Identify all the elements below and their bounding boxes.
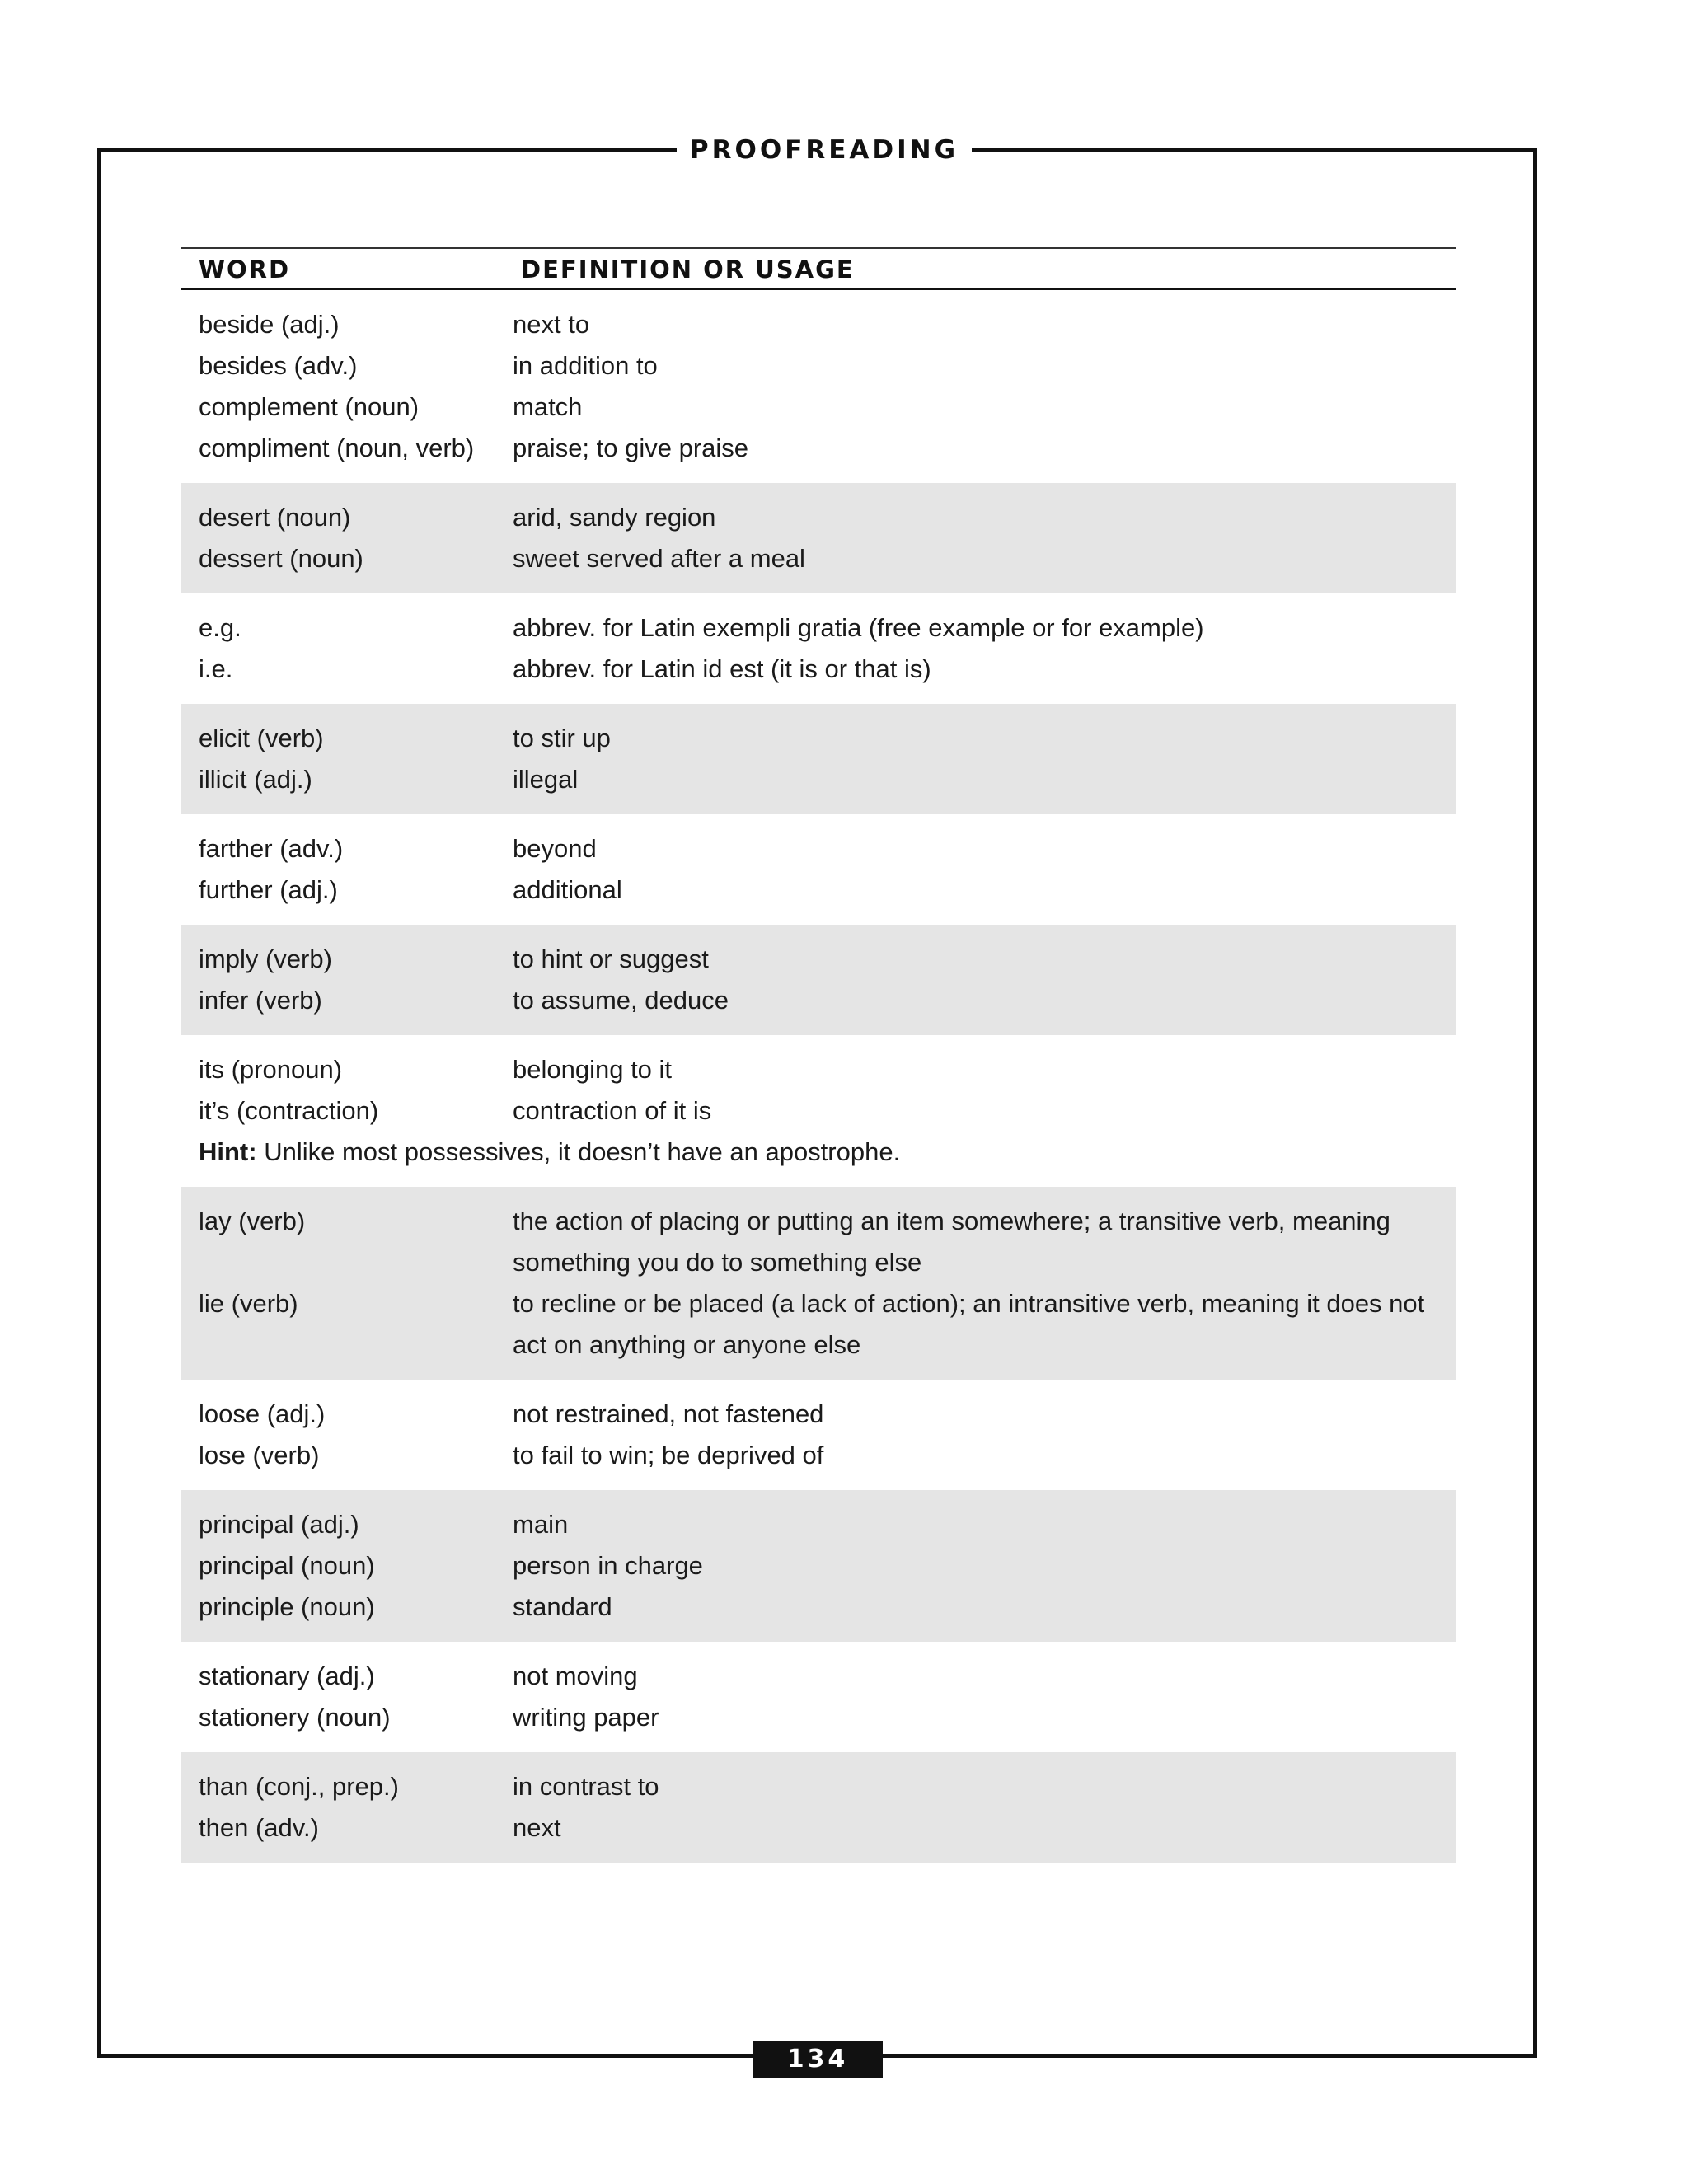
column-header-word: WORD — [199, 255, 291, 284]
entry-group — [181, 1187, 1456, 1380]
table-row — [181, 497, 1456, 538]
word-cell: principal (adj.) — [199, 1510, 359, 1539]
word-cell: complement (noun) — [199, 392, 420, 421]
table-row — [181, 387, 1456, 428]
word-cell: stationary (adj.) — [199, 1661, 375, 1690]
word-cell: then (adv.) — [199, 1813, 319, 1842]
word-cell: illicit (adj.) — [199, 765, 312, 794]
table-row — [181, 980, 1456, 1021]
page-number: 134 — [753, 2041, 883, 2078]
definition-cell: in addition to — [513, 351, 658, 380]
definition-cell: to assume, deduce — [513, 986, 729, 1015]
definition-cell: sweet served after a meal — [513, 544, 805, 573]
definition-cell: not restrained, not fastened — [513, 1399, 824, 1428]
table-row — [181, 1807, 1456, 1849]
definition-cell: to recline or be placed (a lack of action); an intransitive verb, meaning it does not act on anything or anyone else — [513, 1289, 1425, 1359]
entry-group — [181, 1035, 1456, 1187]
definition-cell: additional — [513, 875, 622, 904]
definition-cell: to hint or suggest — [513, 944, 709, 973]
table-row — [181, 1656, 1456, 1697]
word-usage-table — [181, 247, 1456, 1863]
word-cell: loose (adj.) — [199, 1399, 326, 1428]
column-header-definition: DEFINITION OR USAGE — [521, 255, 855, 284]
table-row — [181, 304, 1456, 345]
entry-group — [181, 1752, 1456, 1863]
table-row — [181, 1394, 1456, 1435]
table-row — [181, 759, 1456, 800]
table-row — [181, 1766, 1456, 1807]
table-row — [181, 1283, 1456, 1366]
definition-cell: illegal — [513, 765, 579, 794]
entry-group — [181, 593, 1456, 704]
word-cell: infer (verb) — [199, 986, 322, 1015]
hint-note — [181, 1132, 1456, 1173]
table-row — [181, 538, 1456, 579]
entry-group — [181, 1642, 1456, 1752]
word-cell: lay (verb) — [199, 1207, 306, 1235]
section-title — [0, 134, 1648, 166]
entry-group — [181, 1490, 1456, 1642]
word-cell: stationery (noun) — [199, 1703, 391, 1732]
table-row — [181, 428, 1456, 469]
table-row — [181, 345, 1456, 387]
word-cell: desert (noun) — [199, 503, 351, 532]
hint-text: Unlike most possessives, it doesn’t have an apostrophe. — [264, 1137, 901, 1166]
definition-cell: standard — [513, 1592, 612, 1621]
definition-cell: match — [513, 392, 583, 421]
word-cell: lose (verb) — [199, 1441, 320, 1469]
table-row — [181, 1049, 1456, 1090]
word-cell: i.e. — [199, 654, 233, 683]
table-row — [181, 1586, 1456, 1628]
word-cell: lie (verb) — [199, 1289, 298, 1318]
word-cell: e.g. — [199, 613, 241, 642]
definition-cell: arid, sandy region — [513, 503, 716, 532]
word-cell: compliment (noun, verb) — [199, 434, 475, 462]
table-row — [181, 828, 1456, 869]
definition-cell: to fail to win; be deprived of — [513, 1441, 824, 1469]
word-cell: it’s (contraction) — [199, 1096, 379, 1125]
hint-label: Hint: — [199, 1137, 257, 1166]
word-cell: elicit (verb) — [199, 724, 324, 752]
table-row — [181, 939, 1456, 980]
word-cell: beside (adj.) — [199, 310, 340, 339]
entry-group — [181, 704, 1456, 814]
definition-cell: praise; to give praise — [513, 434, 749, 462]
definition-cell: person in charge — [513, 1551, 703, 1580]
table-row — [181, 1697, 1456, 1738]
definition-cell: abbrev. for Latin id est (it is or that is) — [513, 654, 931, 683]
table-row — [181, 1201, 1456, 1283]
section-title-text: PROOFREADING — [677, 134, 972, 166]
entry-group — [181, 290, 1456, 483]
word-cell: further (adj.) — [199, 875, 338, 904]
definition-cell: next — [513, 1813, 561, 1842]
definition-cell: the action of placing or putting an item somewhere; a transitive verb, meaning something you do to something else — [513, 1207, 1390, 1277]
table-header — [181, 247, 1456, 290]
table-row — [181, 1545, 1456, 1586]
table-row — [181, 718, 1456, 759]
definition-cell: not moving — [513, 1661, 638, 1690]
definition-cell: writing paper — [513, 1703, 659, 1732]
definition-cell: beyond — [513, 834, 597, 863]
word-cell: imply (verb) — [199, 944, 332, 973]
word-cell: than (conj., prep.) — [199, 1772, 399, 1801]
word-cell: principle (noun) — [199, 1592, 375, 1621]
table-row — [181, 607, 1456, 649]
definition-cell: abbrev. for Latin exempli gratia (free example or for example) — [513, 613, 1204, 642]
definition-cell: contraction of it is — [513, 1096, 712, 1125]
word-cell: principal (noun) — [199, 1551, 375, 1580]
table-row — [181, 1504, 1456, 1545]
table-row — [181, 1090, 1456, 1132]
entry-group — [181, 814, 1456, 925]
entry-group — [181, 483, 1456, 593]
definition-cell: next to — [513, 310, 590, 339]
word-cell: its (pronoun) — [199, 1055, 343, 1084]
word-cell: besides (adv.) — [199, 351, 358, 380]
definition-cell: in contrast to — [513, 1772, 659, 1801]
word-cell: dessert (noun) — [199, 544, 363, 573]
table-row — [181, 649, 1456, 690]
definition-cell: to stir up — [513, 724, 611, 752]
table-body — [181, 290, 1456, 1863]
word-cell: farther (adv.) — [199, 834, 344, 863]
table-row — [181, 1435, 1456, 1476]
definition-cell: main — [513, 1510, 569, 1539]
entry-group — [181, 1380, 1456, 1490]
definition-cell: belonging to it — [513, 1055, 673, 1084]
entry-group — [181, 925, 1456, 1035]
table-row — [181, 869, 1456, 911]
